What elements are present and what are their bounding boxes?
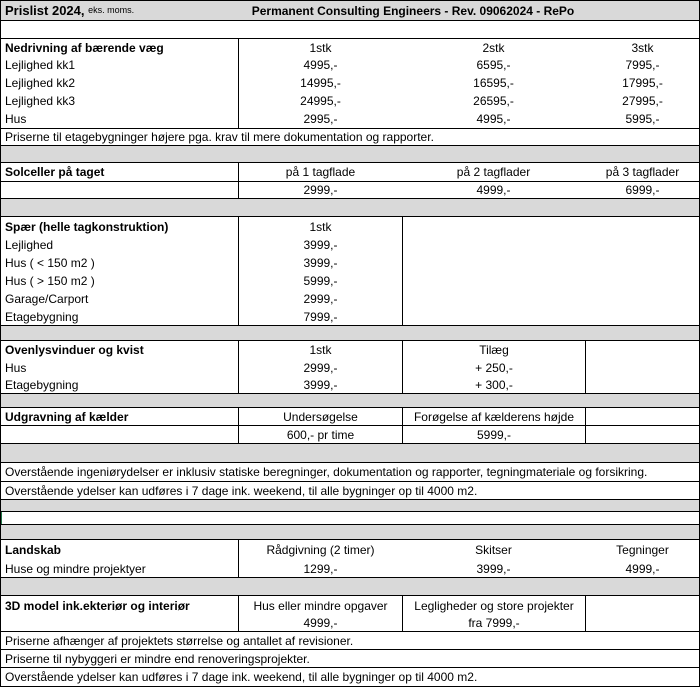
solar-header-row	[0, 163, 700, 182]
company-revision[interactable]: Permanent Consulting Engineers - Rev. 09062024 - RePo	[251, 3, 575, 18]
demolition-col-2[interactable]: 2stk	[482, 40, 505, 55]
separator-row	[0, 444, 700, 463]
table-row	[0, 560, 700, 578]
model3d-col-2[interactable]: Legligheder og store projekter	[403, 596, 586, 615]
price-cell[interactable]: 6999,-	[625, 183, 660, 197]
title-text: Prislist 2024,	[5, 3, 85, 18]
table-row	[0, 377, 700, 394]
empty-cell	[0, 615, 239, 631]
row-label[interactable]: Lejlighed kk3	[0, 92, 239, 110]
table-row	[0, 426, 700, 444]
price-cell[interactable]: 7995,-	[625, 58, 660, 72]
table-row	[0, 272, 700, 290]
row-label[interactable]: Lejlighed kk1	[0, 56, 239, 74]
model3d-heading[interactable]: 3D model ink.ekteriør og interiør	[0, 596, 239, 615]
price-cell[interactable]: 2999,-	[239, 290, 403, 308]
row-label[interactable]: Etagebygning	[0, 308, 239, 325]
vat-note: eks. moms.	[88, 5, 135, 15]
empty-cell	[0, 426, 239, 443]
demolition-heading[interactable]: Nedrivning af bærende væg	[0, 39, 239, 56]
separator-row	[0, 394, 700, 408]
table-row	[0, 56, 700, 74]
separator-row	[0, 326, 700, 341]
price-cell[interactable]: 4999,-	[625, 561, 660, 576]
basement-col-1[interactable]: Undersøgelse	[239, 408, 403, 425]
demolition-header-row	[0, 38, 700, 56]
basement-col-2[interactable]: Forøgelse af kælderens højde	[403, 408, 586, 425]
price-cell[interactable]: 27995,-	[622, 94, 663, 108]
table-row	[0, 92, 700, 110]
price-cell[interactable]: 6595,-	[476, 58, 511, 72]
note-row	[0, 668, 700, 687]
skylights-header-row	[0, 341, 700, 359]
basement-heading[interactable]: Udgravning af kælder	[0, 408, 239, 425]
note-row	[0, 650, 700, 668]
rafters-col[interactable]: 1stk	[239, 217, 403, 236]
table-row	[0, 254, 700, 272]
note-row	[0, 632, 700, 650]
solar-col-1[interactable]: på 1 tagflade	[285, 165, 356, 179]
availability-note[interactable]: Overstående ydelser kan udføres i 7 dage ink. weekend, til alle bygninger op til 4000 m2.	[5, 483, 478, 498]
empty-cell	[0, 182, 239, 198]
price-cell[interactable]: + 250,-	[403, 359, 586, 377]
rafters-heading[interactable]: Spær (helle tagkonstruktion)	[0, 217, 239, 236]
demolition-col-1[interactable]: 1stk	[309, 40, 332, 55]
table-row	[0, 110, 700, 128]
separator-row	[0, 199, 700, 217]
landscape-col-3[interactable]: Tegninger	[616, 543, 669, 557]
price-cell[interactable]: fra 7999,-	[403, 615, 586, 631]
price-cell[interactable]: + 300,-	[403, 377, 586, 393]
active-cell-marker	[0, 512, 2, 524]
separator-row	[0, 146, 700, 163]
price-cell[interactable]: 16595,-	[473, 76, 514, 90]
row-label[interactable]: Hus ( > 150 m2 )	[0, 272, 239, 290]
table-row	[0, 615, 700, 632]
row-label[interactable]: Etagebygning	[0, 377, 239, 393]
price-cell[interactable]: 24995,-	[300, 94, 341, 108]
row-label[interactable]: Hus	[0, 359, 239, 377]
blank-row	[0, 21, 700, 38]
demolition-note[interactable]: Priserne til etagebygninger højere pga. krav til mere dokumentation og rapporter.	[5, 130, 434, 144]
blank-row	[0, 512, 700, 525]
solar-col-3[interactable]: på 3 tagflader	[605, 165, 680, 179]
solar-heading[interactable]: Solceller på taget	[0, 163, 239, 181]
price-cell[interactable]: 3999,-	[239, 377, 403, 393]
table-row	[0, 74, 700, 92]
price-cell[interactable]: 7999,-	[239, 308, 403, 325]
table-row	[0, 290, 700, 308]
row-label[interactable]: Hus ( < 150 m2 )	[0, 254, 239, 272]
table-row	[0, 308, 700, 326]
skylights-col-1[interactable]: 1stk	[239, 341, 403, 359]
table-row	[0, 236, 700, 254]
note-row	[0, 482, 700, 500]
model3d-col-1[interactable]: Hus eller mindre opgaver	[239, 596, 403, 615]
row-label[interactable]: Huse og mindre projektyer	[0, 560, 239, 577]
table-row	[0, 182, 700, 199]
landscape-header-row	[0, 540, 700, 560]
landscape-col-1[interactable]: Rådgivning (2 timer)	[266, 543, 375, 557]
price-cell[interactable]: 5999,-	[239, 272, 403, 290]
separator-row	[0, 525, 700, 540]
separator-row	[0, 578, 700, 596]
landscape-col-2[interactable]: Skitser	[475, 543, 512, 557]
price-cell[interactable]: 17995,-	[622, 76, 663, 90]
model3d-header-row	[0, 596, 700, 615]
row-label[interactable]: Lejlighed	[0, 236, 239, 254]
row-label[interactable]: Garage/Carport	[0, 290, 239, 308]
price-cell[interactable]: 5999,-	[403, 426, 586, 443]
price-cell[interactable]: 2995,-	[303, 112, 338, 126]
price-cell[interactable]: 4999,-	[476, 183, 511, 197]
note-row	[0, 128, 700, 146]
row-label[interactable]: Lejlighed kk2	[0, 74, 239, 92]
price-cell[interactable]: 2999,-	[239, 359, 403, 377]
skylights-heading[interactable]: Ovenlysvinduer og kvist	[0, 341, 239, 359]
newbuild-note[interactable]: Priserne til nybyggeri er mindre end renoveringsprojekter.	[5, 651, 310, 666]
revisions-note[interactable]: Priserne afhænger af projektets størrelse og antallet af revisioner.	[5, 633, 354, 648]
basement-header-row	[0, 408, 700, 426]
availability-note[interactable]: Overstående ydelser kan udføres i 7 dage ink. weekend, til alle bygninger op til 4000 m2.	[5, 670, 478, 684]
separator-row	[0, 500, 700, 512]
price-cell[interactable]: 600,- pr time	[239, 426, 403, 443]
price-list-title[interactable]	[0, 1, 238, 20]
price-cell[interactable]: 3999,-	[476, 561, 511, 576]
note-row	[0, 463, 700, 482]
row-label[interactable]: Hus	[0, 110, 239, 128]
price-cell[interactable]: 4995,-	[303, 58, 338, 72]
skylights-col-2[interactable]: Tilæg	[403, 341, 586, 359]
solar-col-2[interactable]: på 2 tagflader	[456, 165, 531, 179]
price-cell[interactable]: 1299,-	[303, 561, 338, 576]
landscape-heading[interactable]: Landskab	[0, 540, 239, 560]
price-cell[interactable]: 26595,-	[473, 94, 514, 108]
price-cell[interactable]: 4999,-	[239, 615, 403, 631]
price-cell[interactable]: 3999,-	[239, 236, 403, 254]
price-cell[interactable]: 3999,-	[239, 254, 403, 272]
demolition-col-3[interactable]: 3stk	[631, 40, 654, 55]
price-cell[interactable]: 5995,-	[625, 112, 660, 126]
price-cell[interactable]: 4995,-	[476, 112, 511, 126]
table-row	[0, 359, 700, 377]
services-note[interactable]: Overstående ingeniørydelser er inklusiv statiske beregninger, dokumentation og rapporter, tegningmateriale og forsikring.	[5, 465, 648, 479]
price-cell[interactable]: 14995,-	[300, 76, 341, 90]
price-cell[interactable]: 2999,-	[303, 183, 338, 197]
rafters-header-row	[0, 217, 700, 236]
title-row	[0, 0, 700, 21]
